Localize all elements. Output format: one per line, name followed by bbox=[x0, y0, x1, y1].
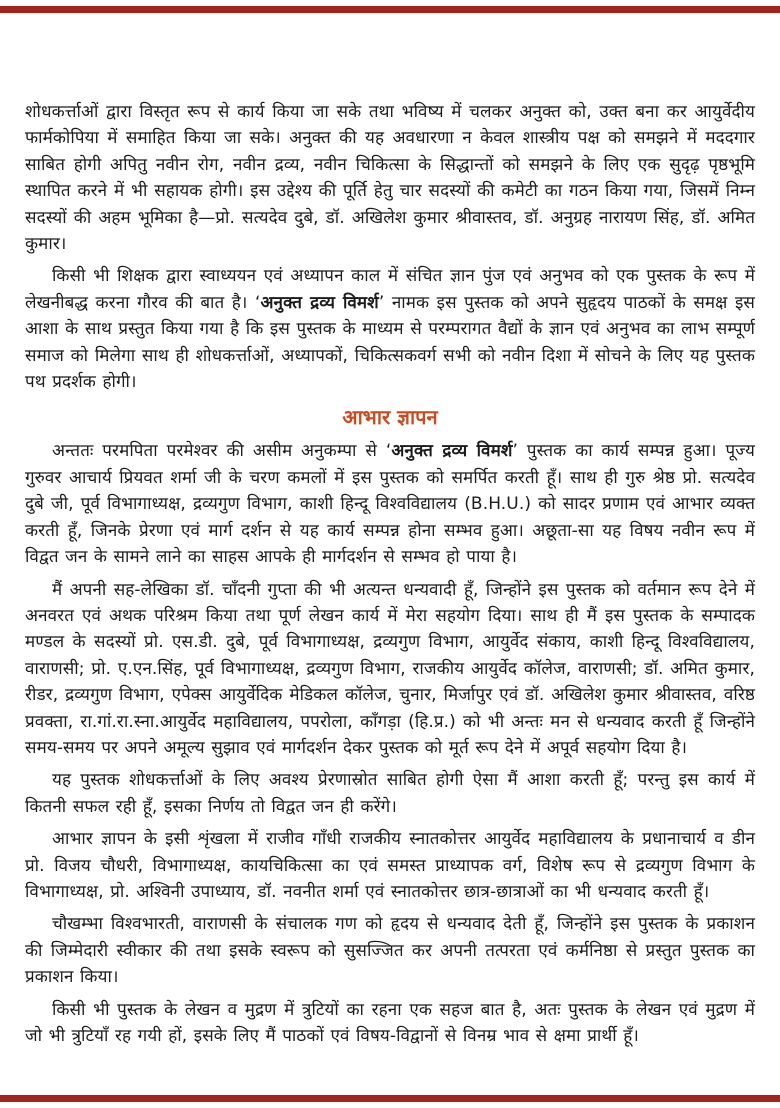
book-title-bold: अनुक्त द्रव्य विमर्श bbox=[260, 292, 379, 313]
paragraph-apology-for-errors bbox=[25, 997, 755, 1050]
text-segment: किसी भी शिक्षक द्वारा स्वाध्ययन एवं अध्यापन काल में संचित ज्ञान पुंज एवं अनुभव को एक पुस्तक के रूप में लेखनीबद्ध करना गौरव की बात है। ‘ bbox=[25, 266, 755, 313]
paragraph-coauthor-editors bbox=[25, 577, 755, 762]
document-body bbox=[25, 99, 755, 1055]
text-segment: ’ पुस्तक का कार्य सम्पन्न हुआ। पूज्य गुरुवर आचार्य प्रियवत शर्मा जी के चरण कमलों में इस पुस्तक को समर्पित करती हूँ। साथ ही गुरु श्रेष्ठ प्रो. सत्यदेव दुबे जी, पूर्व विभागाध्यक्ष, द्रव्यगुण विभाग, काशी हिन्दू विश्वविद्यालय (B.H.U.) को सादर प्रणाम एवं आभार व्यक्त करती हूँ, जिनके प्रेरणा एवं मार्ग दर्शन से यह कार्य सम्पन्न होना सम्भव हुआ। अछूता-सा यह विषय नवीन रूप में विद्वत जन के सामने लाने का साहस आपके ही मार्गदर्शन से सम्भव हो पाया है। bbox=[25, 441, 755, 568]
paragraph-publisher-thanks bbox=[25, 911, 755, 990]
page-edge-top-bar bbox=[0, 6, 780, 13]
text-segment: आभार ज्ञापन के इसी शृंखला में राजीव गाँधी राजकीय स्नातकोत्तर आयुर्वेद महाविद्यालय के प्रधानाचार्य व डीन प्रो. विजय चौधरी, विभागाध्यक्ष, कायचिकित्सा का एवं समस्त प्राध्यापक वर्ग, विशेष रूप से द्रव्यगुण विभाग के विभागाध्यक्ष, प्रो. अश्विनी उपाध्याय, डॉ. नवनीत शर्मा एवं स्नातकोत्तर छात्र-छात्राओं का भी धन्यवाद करती हूँ। bbox=[25, 829, 755, 902]
paragraph-gratitude-gurus bbox=[25, 438, 755, 570]
text-segment: शोधकर्त्ताओं द्वारा विस्तृत रूप से कार्य किया जा सके तथा भविष्य में चलकर अनुक्त को, उक्त बना कर आयुर्वेदीय फार्मकोपिया में समाहित किया जा सके। अनुक्त की यह अवधारणा न केवल शास्त्रीय पक्ष को समझने में मददगार साबित होगी अपितु नवीन रोग, नवीन द्रव्य, नवीन चिकित्सा के सिद्धान्तों को समझने के लिए एक सुदृढ़ पृष्ठभूमि स्थापित करने में भी सहायक होगी। इस उद्देश्य की पूर्ति हेतु चार सदस्यों की कमेटी का गठन किया गया, जिसमें निम्न सदस्यों की अहम भूमिका है—प्रो. सत्यदेव दुबे, डॉ. अखिलेश कुमार श्रीवास्तव, डॉ. अनुग्रह नारायण सिंह, डॉ. अमित कुमार। bbox=[25, 102, 755, 255]
page-edge-bottom-bar bbox=[0, 1095, 780, 1102]
text-segment: मैं अपनी सह-लेखिका डॉ. चाँदनी गुप्ता की भी अत्यन्त धन्यवादी हूँ, जिन्होंने इस पुस्तक को वर्तमान रूप देने में अनवरत एवं अथक परिश्रम किया तथा पूर्ण लेखन कार्य में मेरा सहयोग दिया। साथ ही मैं इस पुस्तक के सम्पादक मण्डल के सदस्यों प्रो. एस.डी. दुबे, पूर्व विभागाध्यक्ष, द्रव्यगुण विभाग, आयुर्वेद संकाय, काशी हिन्दू विश्वविद्यालय, वाराणसी; प्रो. ए.एन.सिंह, पूर्व विभागाध्यक्ष, द्रव्यगुण विभाग, राजकीय आयुर्वेद कॉलेज, वाराणसी; डॉ. अमित कुमार, रीडर, द्रव्यगुण विभाग, एपेक्स आयुर्वेदिक मेडिकल कॉलेज, चुनार, मिर्जापुर एवं डॉ. अखिलेश कुमार श्रीवास्तव, वरिष्ठ प्रवक्ता, रा.गां.रा.स्ना.आयुर्वेद महाविद्यालय, पपरोला, काँगड़ा (हि.प्र.) को भी अन्तः मन से धन्यवाद करती हूँ जिन्होंने समय-समय पर अपने अमूल्य सुझाव एवं मार्गदर्शन देकर पुस्तक को मूर्त रूप देने में अपूर्व सहयोग दिया है। bbox=[25, 579, 755, 758]
paragraph-hope-for-researchers bbox=[25, 767, 755, 820]
section-heading-aabhar-gyapan bbox=[25, 404, 755, 431]
text-segment: ’ नामक इस पुस्तक को अपने सुहृदय पाठकों के समक्ष इस आशा के साथ प्रस्तुत किया गया है कि इस पुस्तक के माध्यम से परम्परागत वैद्यों के ज्ञान एवं अनुभव का लाभ सम्पूर्ण समाज को मिलेगा साथ ही शोधकर्त्ताओं, अध्यापकों, चिकित्सकवर्ग सभी को नवीन दिशा में सोचने के लिए यह पुस्तक पथ प्रदर्शक होगी। bbox=[25, 292, 755, 393]
paragraph-book-presentation bbox=[25, 263, 755, 395]
text-segment: अन्ततः परमपिता परमेश्वर की असीम अनुकम्पा से ‘ bbox=[52, 441, 392, 462]
text-segment: किसी भी पुस्तक के लेखन व मुद्रण में त्रुटियों का रहना एक सहज बात है, अतः पुस्तक के लेखन एवं मुद्रण में जो भी त्रुटियाँ रह गयी हों, इसके लिए मैं पाठकों एवं विषय-विद्वानों से विनम्र भाव से क्षमा प्रार्थी हूँ। bbox=[25, 999, 755, 1046]
text-segment: यह पुस्तक शोधकर्त्ताओं के लिए अवश्य प्रेरणास्रोत साबित होगी ऐसा मैं आशा करती हूँ; परन्तु इस कार्य में कितनी सफल रही हूँ, इसका निर्णय तो विद्वत जन ही करेंगे। bbox=[25, 770, 755, 817]
book-title-bold: अनुक्त द्रव्य विमर्श bbox=[391, 441, 513, 462]
paragraph-research-continuation bbox=[25, 99, 755, 257]
text-segment: चौखम्भा विश्वभारती, वाराणसी के संचालक गण को हृदय से धन्यवाद देती हूँ, जिन्होंने इस पुस्तक के प्रकाशन की जिम्मेदारी स्वीकार की तथा इसके स्वरूप को सुसज्जित कर अपनी तत्परता एवं कर्मनिष्ठा से प्रस्तुत पुस्तक का प्रकाशन किया। bbox=[25, 914, 755, 988]
paragraph-college-thanks bbox=[25, 826, 755, 905]
text-segment: आभार ज्ञापन bbox=[342, 405, 438, 430]
